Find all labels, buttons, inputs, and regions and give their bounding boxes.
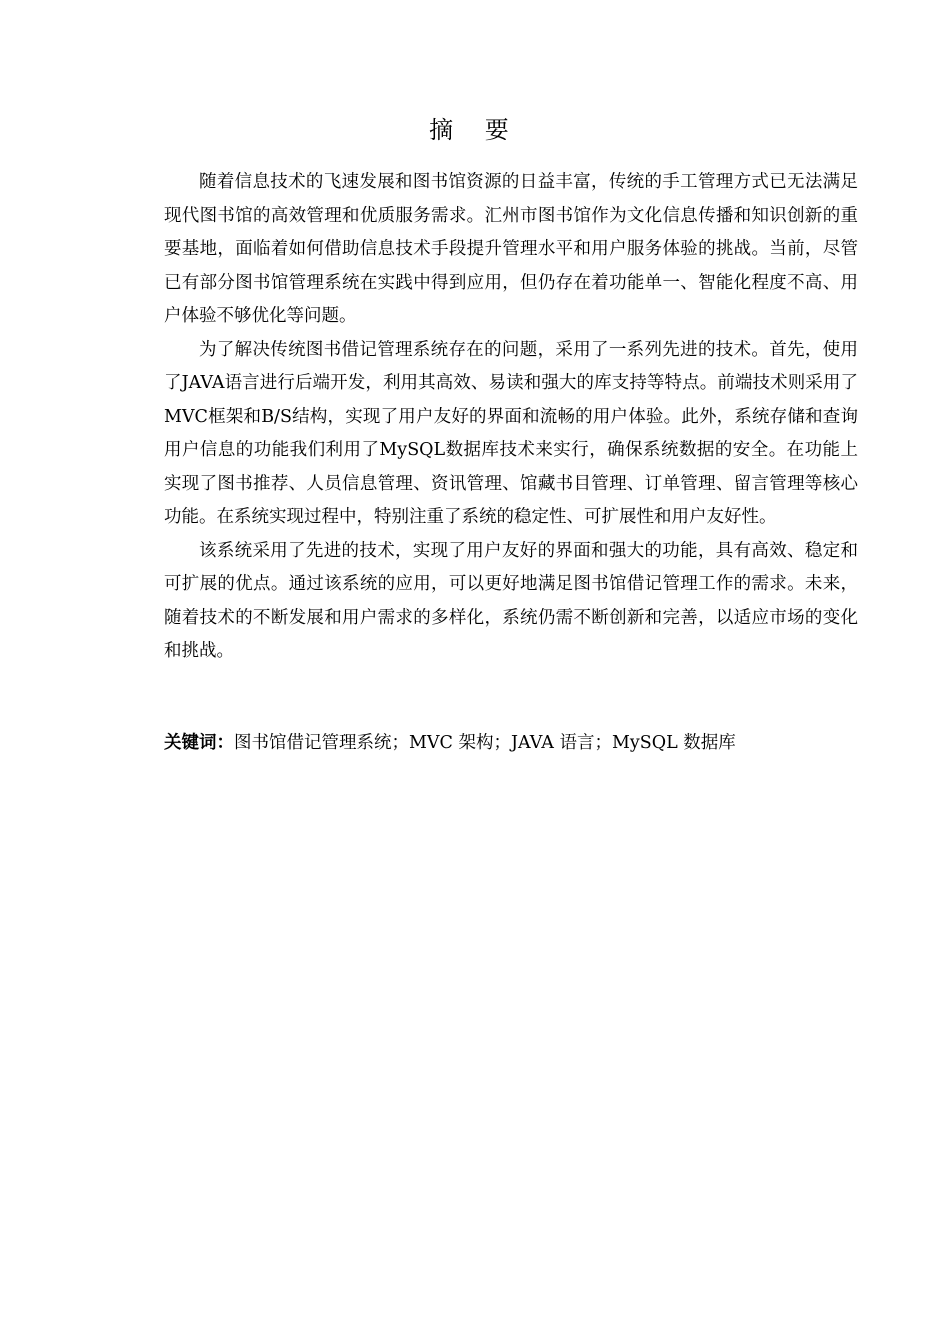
abstract-body	[164, 166, 858, 669]
keywords-text: 图书馆借记管理系统；MVC 架构；JAVA 语言；MySQL 数据库	[234, 733, 736, 753]
abstract-paragraph-2: 为了解决传统图书借记管理系统存在的问题，采用了一系列先进的技术。首先，使用了JAVA语言进行后端开发，利用其高效、易读和强大的库支持等特点。前端技术则采用了MVC框架和B/S结构，实现了用户友好的界面和流畅的用户体验。此外，系统存储和查询用户信息的功能我们利用了MySQL数据库技术来实行，确保系统数据的安全。在功能上实现了图书推荐、人员信息管理、资讯管理、馆藏书目管理、订单管理、留言管理等核心功能。在系统实现过程中，特别注重了系统的稳定性、可扩展性和用户友好性。	[164, 339, 858, 527]
keywords-label: 关键词：	[164, 733, 234, 753]
abstract-title: 摘 要	[429, 116, 521, 144]
abstract-paragraph-1: 随着信息技术的飞速发展和图书馆资源的日益丰富，传统的手工管理方式已无法满足现代图书馆的高效管理和优质服务需求。汇州市图书馆作为文化信息传播和知识创新的重要基地，面临着如何借助信息技术手段提升管理水平和用户服务体验的挑战。当前，尽管已有部分图书馆管理系统在实践中得到应用，但仍存在着功能单一、智能化程度不高、用户体验不够优化等问题。	[164, 172, 858, 326]
abstract-paragraph-3: 该系统采用了先进的技术，实现了用户友好的界面和强大的功能，具有高效、稳定和可扩展的优点。通过该系统的应用，可以更好地满足图书馆借记管理工作的需求。未来，随着技术的不断发展和用户需求的多样化，系统仍需不断创新和完善，以适应市场的变化和挑战。	[164, 540, 858, 661]
keywords-line	[164, 728, 864, 758]
